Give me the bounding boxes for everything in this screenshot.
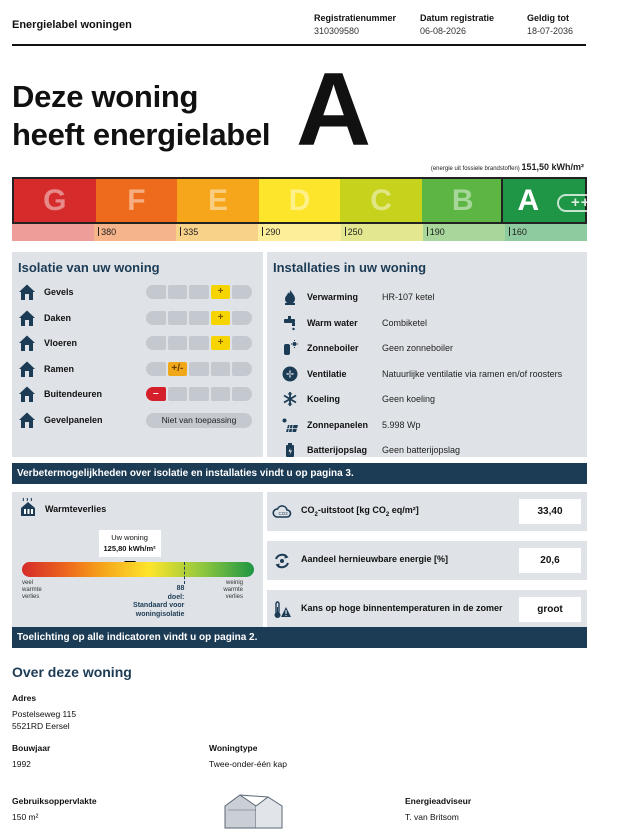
insulation-meter: [146, 285, 252, 299]
heat-loss-left-3: verlies: [22, 594, 40, 600]
insulation-name: Vloeren: [44, 338, 78, 348]
label-bound-value: 335: [183, 227, 199, 237]
label-scale-bar: [12, 177, 610, 224]
improvements-banner: Verbetermogelijkheden over isolatie en installaties vindt u op pagina 3.: [12, 463, 587, 484]
heat-loss-target-text-2: Standaard voor: [133, 602, 185, 609]
battery-icon: [281, 441, 299, 459]
installation-row: [281, 390, 581, 408]
meter-cell: [232, 387, 252, 401]
meter-cell: [232, 362, 252, 376]
heat-loss-target-text-3: woningisolatie: [135, 610, 185, 618]
insulation-name: Buitendeuren: [44, 389, 103, 399]
house-heat-icon: [20, 498, 38, 516]
heat-loss-target-text-1: doel:: [167, 593, 185, 601]
installations-panel: [267, 252, 587, 457]
label-class-f: [96, 179, 178, 222]
label-class-bound: [258, 224, 340, 241]
installation-value: Natuurlijke ventilatie via ramen en/of roosters: [382, 368, 563, 379]
meter-cell: [211, 387, 231, 401]
thermometer-warning-icon: [272, 600, 292, 620]
co2-label-a: CO: [301, 505, 315, 515]
house-part-icon: [18, 334, 36, 352]
installation-row: [281, 288, 581, 306]
insulation-meter: [146, 311, 252, 325]
hero-line-1: Deze woning: [12, 79, 199, 114]
heat-loss-left-2: warmte: [22, 587, 42, 593]
meter-value: –: [146, 387, 166, 401]
label-bound-value: 190: [429, 227, 445, 237]
house-part-icon: [18, 360, 36, 378]
meter-cell: [211, 362, 231, 376]
meter-cell: [146, 311, 166, 325]
registration-number: [314, 12, 396, 38]
heat-loss-right-1: weinig: [225, 580, 243, 586]
house-part-icon: [18, 283, 36, 301]
installation-row: [281, 416, 581, 434]
installation-value: Geen zonneboiler: [382, 343, 454, 353]
hero-heading: [12, 78, 270, 154]
label-bound-value: 250: [347, 227, 363, 237]
label-class-letter: D: [288, 184, 311, 217]
label-class-bound: [94, 224, 176, 241]
document-title: Energielabel woningen: [12, 19, 132, 31]
energy-usage-value: 151,50 kWh/m²: [521, 162, 584, 172]
house-type-value: Twee-onder-één kap: [209, 759, 287, 769]
heat-loss-marker-value: 125,80 kWh/m²: [103, 544, 156, 553]
label-class-letter: B: [451, 184, 474, 217]
heat-loss-target-number: 88: [176, 585, 185, 592]
heat-loss-panel: [12, 492, 263, 627]
co2-label-sub2: 2: [385, 511, 390, 518]
valid-until: [527, 12, 573, 38]
house-type-field: [209, 742, 287, 770]
installation-name: Zonnepanelen: [307, 419, 369, 430]
label-class-bound: [423, 224, 505, 241]
meter-cell: [189, 311, 209, 325]
registration-date-value: 06-08-2026: [420, 26, 467, 36]
overheating-indicator: [267, 590, 587, 629]
heat-loss-target-line: [184, 562, 185, 584]
label-class-letter: C: [370, 184, 392, 217]
installation-value: 5.998 Wp: [382, 419, 421, 430]
label-plus-badge: ++++: [557, 194, 623, 212]
label-class-bound: [341, 224, 423, 241]
registration-number-value: 310309580: [314, 26, 360, 36]
house-part-icon: [18, 385, 36, 403]
insulation-name: Ramen: [44, 363, 75, 374]
co2-value: 33,40: [519, 499, 581, 524]
house-type-label: Woningtype: [209, 743, 258, 753]
label-class-letter: A: [517, 184, 540, 217]
installation-row: [281, 365, 581, 383]
insulation-meter: [146, 336, 252, 350]
heat-loss-right-label: [223, 580, 243, 601]
solar-panel-icon: [281, 416, 299, 434]
co2-label-c: eq/m²]: [389, 505, 419, 515]
label-class-d: [259, 179, 341, 222]
insulation-name: Gevels: [44, 287, 74, 297]
snowflake-icon: [281, 390, 299, 408]
meter-cell: [189, 362, 209, 376]
overheating-value: groot: [519, 597, 581, 622]
meter-value: +: [211, 336, 231, 350]
svg-text:CO2: CO2: [278, 511, 288, 516]
registration-number-label: Registratienummer: [314, 13, 397, 23]
meter-cell: [232, 336, 252, 350]
energy-usage: [431, 162, 584, 172]
fan-icon: [281, 365, 299, 383]
label-class-c: [340, 179, 422, 222]
year-field: [12, 742, 50, 770]
flame-icon: [281, 288, 299, 306]
co2-label: [301, 505, 419, 518]
address-field: [12, 692, 76, 732]
meter-cell: [232, 311, 252, 325]
installation-name: Verwarming: [307, 292, 359, 302]
meter-cell: [232, 285, 252, 299]
page-header: [12, 0, 586, 46]
advisor-field: [405, 795, 471, 823]
overheating-label: Kans op hoge binnentemperaturen in de zomer: [301, 603, 503, 613]
meter-cell: [168, 285, 188, 299]
heat-loss-marker-label: Uw woning: [111, 533, 148, 542]
meter-cell: [189, 285, 209, 299]
insulation-title: Isolatie van uw woning: [18, 260, 160, 275]
registration-date: [420, 12, 494, 38]
installation-name: Ventilatie: [307, 368, 347, 379]
installation-value: HR-107 ketel: [382, 292, 435, 302]
meter-cell: [189, 387, 209, 401]
installation-name: Warm water: [307, 317, 358, 328]
label-class-bound: [505, 224, 587, 241]
insulation-meter: [146, 362, 252, 376]
semi-detached-house-icon: [224, 792, 286, 830]
meter-cell: [146, 285, 166, 299]
label-bound-value: 290: [265, 227, 281, 237]
label-class-b: [422, 179, 504, 222]
label-class-a: [503, 179, 610, 222]
house-part-icon: [18, 411, 36, 429]
installation-name: Zonneboiler: [307, 343, 359, 353]
label-class-letter: F: [127, 184, 146, 217]
installation-row: [281, 314, 581, 332]
about-title: Over deze woning: [12, 664, 132, 680]
heat-loss-left-1: veel: [22, 580, 34, 586]
house-part-icon: [18, 309, 36, 327]
valid-until-label: Geldig tot: [527, 13, 569, 23]
renewable-indicator: [267, 541, 587, 580]
heat-loss-right-2: warmte: [223, 587, 243, 593]
meter-value: +: [211, 311, 231, 325]
insulation-meter: [146, 387, 252, 401]
insulation-name: Daken: [44, 312, 72, 323]
installations-title: Installaties in uw woning: [273, 260, 427, 275]
label-class-letter: G: [43, 184, 67, 217]
advisor-value: T. van Britsom: [405, 812, 459, 822]
renewable-label: Aandeel hernieuwbare energie [%]: [301, 554, 449, 564]
area-field: [12, 795, 97, 823]
insulation-name: Gevelpanelen: [44, 414, 103, 425]
heat-loss-title: Warmteverlies: [45, 504, 107, 514]
insulation-panel: [12, 252, 263, 457]
address-label: Adres: [12, 693, 37, 703]
installation-value: Geen batterijopslag: [382, 445, 461, 455]
co2-label-b: -uitstoot [kg CO: [317, 505, 386, 515]
label-bound-value: 160: [511, 227, 527, 237]
installation-row: [281, 441, 581, 459]
heat-loss-target-label: [104, 585, 184, 619]
co2-indicator: [267, 492, 587, 531]
solar-boiler-icon: [281, 339, 299, 357]
energy-label-letter: A: [296, 52, 372, 168]
meter-cell: [146, 362, 166, 376]
insulation-not-applicable: Niet van toepassing: [146, 413, 252, 428]
heat-loss-left-label: [22, 580, 42, 601]
installation-value: Geen koeling: [382, 394, 436, 404]
meter-value: +: [211, 285, 231, 299]
indicators-banner: Toelichting op alle indicatoren vindt u op pagina 2.: [12, 627, 587, 648]
address-line-1: Postelseweg 115: [12, 709, 77, 719]
installation-name: Batterijopslag: [307, 445, 368, 455]
label-class-letter: E: [207, 184, 228, 217]
valid-until-value: 18-07-2036: [527, 26, 574, 36]
heat-loss-right-3: verlies: [225, 594, 243, 600]
label-class-bound: [12, 224, 94, 241]
area-value: 150 m²: [12, 812, 39, 822]
renewable-value: 20,6: [519, 548, 581, 573]
energy-label-scale: [12, 177, 610, 243]
co2-cloud-icon: [272, 502, 292, 522]
meter-cell: [168, 387, 188, 401]
heat-loss-gradient-bar: [22, 562, 254, 577]
year-value: 1992: [12, 759, 31, 769]
advisor-label: Energieadviseur: [405, 796, 472, 806]
registration-date-label: Datum registratie: [420, 13, 495, 23]
year-label: Bouwjaar: [12, 743, 51, 753]
label-class-g: [14, 179, 96, 222]
label-class-e: [177, 179, 259, 222]
label-bound-value: 380: [101, 227, 117, 237]
meter-cell: [146, 336, 166, 350]
meter-value: +/-: [168, 362, 188, 376]
area-label: Gebruiksoppervlakte: [12, 796, 97, 806]
energy-usage-note: (energie uit fossiele brandstoffen): [430, 166, 520, 172]
label-class-bound: [176, 224, 258, 241]
label-scale-bounds: [12, 224, 587, 241]
renewable-icon: [272, 551, 292, 571]
meter-cell: [189, 336, 209, 350]
co2-label-sub: 2: [314, 511, 318, 518]
installation-row: [281, 339, 581, 357]
meter-cell: [168, 336, 188, 350]
installation-name: Koeling: [307, 394, 340, 404]
address-line-2: 5521RD Eersel: [12, 721, 70, 731]
meter-cell: [168, 311, 188, 325]
hero-line-2: heeft energielabel: [12, 117, 271, 152]
heat-loss-marker-box: [99, 530, 161, 557]
tap-icon: [281, 314, 299, 332]
installation-value: Combiketel: [382, 317, 428, 328]
